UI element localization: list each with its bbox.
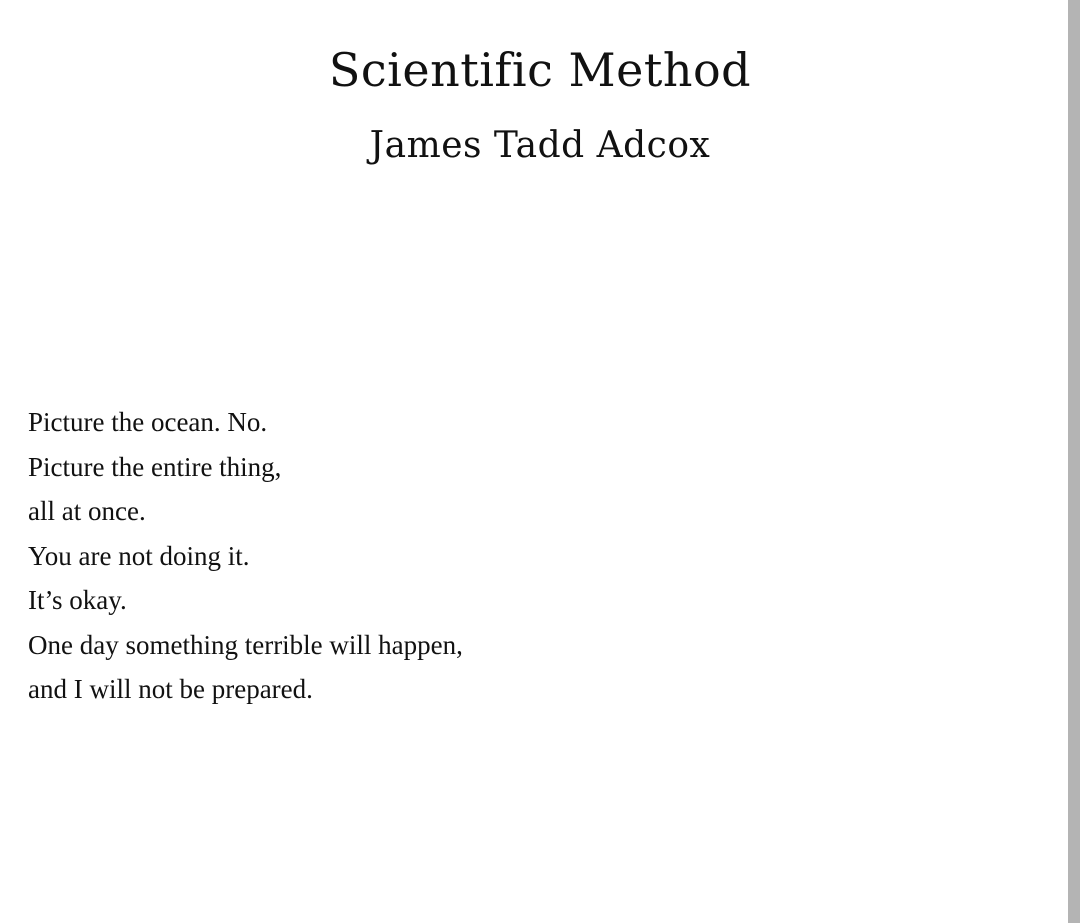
poem-line: One day something terrible will happen, [28, 629, 463, 660]
poem-line: Picture the ocean. No. [28, 407, 268, 437]
poem-line: It’s okay. [28, 585, 127, 615]
poem-line: all at once. [28, 496, 146, 526]
poem-author: James Tadd Adcox [369, 125, 711, 166]
scrollbar[interactable] [1068, 0, 1080, 923]
poem-line: Picture the entire thing, [28, 451, 282, 482]
poem-body [28, 400, 463, 712]
poem-title: Scientific Method [328, 43, 752, 97]
poem-line: and I will not be prepared. [28, 674, 313, 704]
poem-line: You are not doing it. [28, 540, 250, 571]
